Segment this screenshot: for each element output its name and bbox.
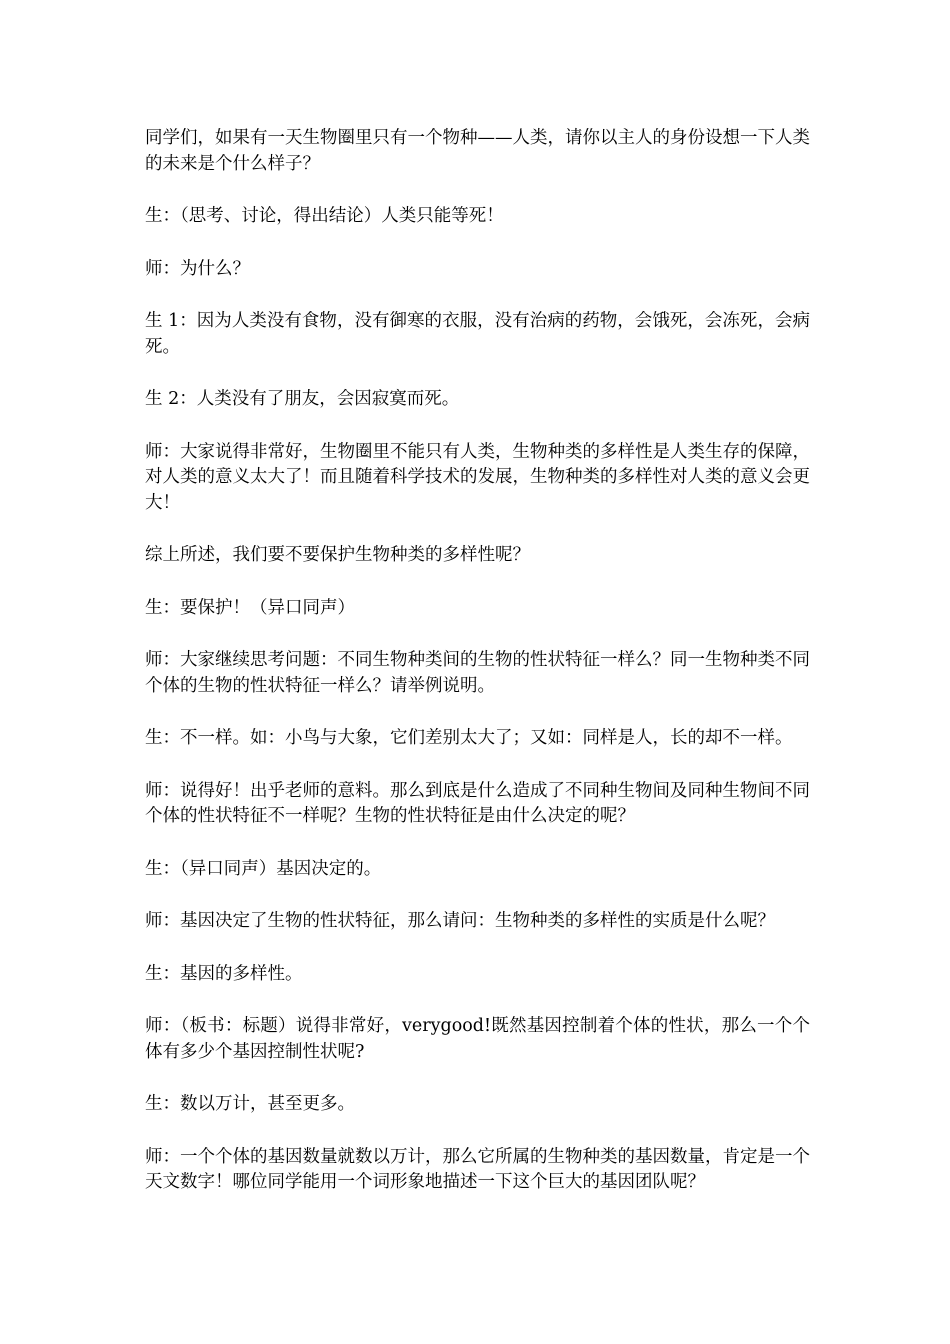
paragraph-student-genes: 生：（异口同声）基因决定的。 xyxy=(145,858,382,879)
paragraph-student-2: 生 2：人类没有了朋友，会因寂寞而死。 xyxy=(145,389,460,409)
paragraph-conclusion-question: 综上所述，我们要不要保护生物种类的多样性呢？ xyxy=(145,545,530,565)
paragraph-student-protect: 生：要保护！（异口同声） xyxy=(145,597,355,618)
paragraph-teacher-gene-team: 师：一个个体的基因数量就数以万计，那么它所属的生物种类的基因数量，肯定是一个天文数字！哪位同学能用一个词形象地描述一下这个巨大的基因团队呢？ xyxy=(145,1146,810,1192)
paragraph-student-1: 生 1：因为人类没有食物，没有御寒的衣服，没有治病的药物，会饿死，会冻死，会病死。 xyxy=(145,311,810,357)
paragraph-student-tens-of-thousands: 生：数以万计，甚至更多。 xyxy=(145,1094,355,1114)
paragraph-teacher-why: 师：为什么？ xyxy=(145,258,250,279)
paragraph-student-gene-diversity: 生：基因的多样性。 xyxy=(145,963,303,984)
paragraph-teacher-traits-question: 师：大家继续思考问题：不同生物种类间的生物的性状特征一样么？同一生物种类不同个体的生物的性状特征一样么？请举例说明。 xyxy=(145,650,810,696)
document-body xyxy=(145,126,810,1223)
paragraph-student-answer: 生：（思考、讨论，得出结论）人类只能等死！ xyxy=(145,206,504,226)
paragraph-teacher-essence-question: 师：基因决定了生物的性状特征，那么请问：生物种类的多样性的实质是什么呢？ xyxy=(145,911,775,931)
paragraph-intro-question: 同学们，如果有一天生物圈里只有一个物种——人类，请你以主人的身份设想一下人类的未来是个什么样子？ xyxy=(145,128,810,174)
paragraph-teacher-summary: 师：大家说得非常好，生物圈里不能只有人类，生物种类的多样性是人类生存的保障，对人类的意义太大了！而且随着科学技术的发展，生物种类的多样性对人类的意义会更大！ xyxy=(145,441,810,513)
paragraph-teacher-cause-question: 师：说得好！出乎老师的意料。那么到底是什么造成了不同种生物间及同种生物间不同个体的性状特征不一样呢？生物的性状特征是由什么决定的呢？ xyxy=(145,780,810,826)
paragraph-teacher-gene-count: 师：（板书：标题）说得非常好，verygood!既然基因控制着个体的性状，那么一个个体有多少个基因控制性状呢? xyxy=(145,1016,810,1062)
paragraph-student-different: 生：不一样。如：小鸟与大象，它们差别太大了；又如：同样是人，长的却不一样。 xyxy=(145,728,793,748)
